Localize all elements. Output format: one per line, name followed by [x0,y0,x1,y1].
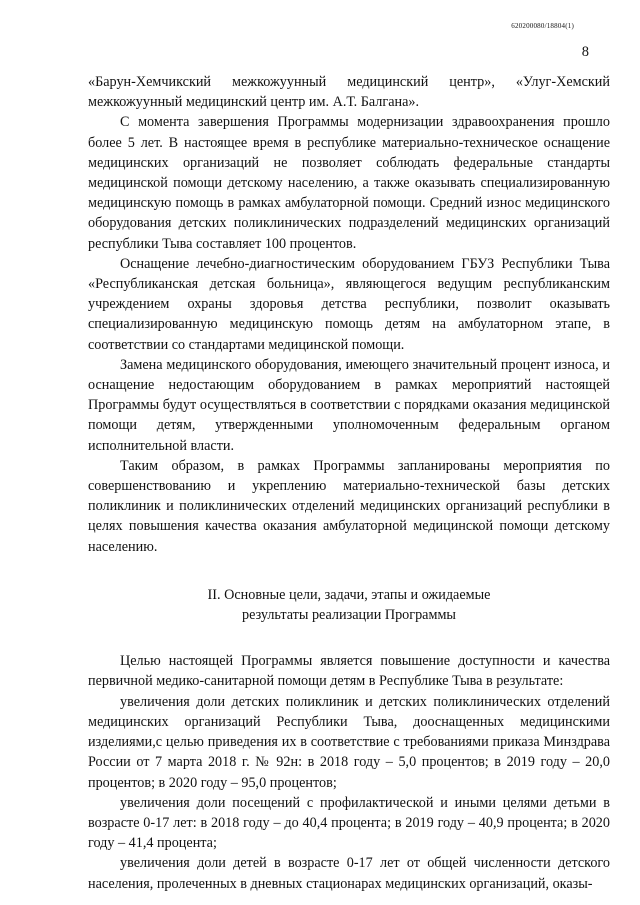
document-code: 620200080/18804(1) [511,22,574,30]
paragraph: Целью настоящей Программы является повышение доступности и качества первичной медико-санитарной помощи детям в Республике Тыва в результате: [88,653,610,690]
section-heading [88,585,610,625]
page-number: 8 [581,44,589,60]
paragraph-continuation: «Барун-Хемчикский межкожуунный медицинский центр», «Улуг-Хемский межкожуунный медицинский центр им. А.Т. Балгана». [88,74,610,111]
section-heading-line: II. Основные цели, задачи, этапы и ожидаемые [207,586,491,603]
section-heading-line: результаты реализации Программы [242,607,456,624]
paragraph: увеличения доли посещений с профилактической и иными целями детьми в возрасте 0-17 лет: в 2018 году – до 40,4 процента; в 2019 году – 40,9 процента; в 2020 году – 41,4 процента; [88,794,610,852]
paragraph: Оснащение лечебно-диагностическим оборудованием ГБУЗ Республики Тыва «Республиканская детская больница», являющегося ведущим республиканским учреждением охраны здоровья детства республики, позволит оказывать специализированную медицинскую помощь детям на амбулаторном этапе, в соответствии со стандартами медицинской помощи. [88,255,610,353]
paragraph: увеличения доли детских поликлиник и детских поликлинических отделений медицинских организаций Республики Тыва, дооснащенных медицинскими изделиями,с целью приведения их в соответствие с требованиями приказа Минздрава России от 7 марта 2018 г. № 92н: в 2018 году – 5,0 процентов; в 2019 году – 20,0 процентов; в 2020 году – 95,0 процентов; [88,693,610,791]
document-body [88,72,610,894]
paragraph: увеличения доли детей в возрасте 0-17 лет от общей численности детского населения, пролеченных в дневных стационарах медицинских организаций, оказы- [88,855,610,892]
paragraph: С момента завершения Программы модернизации здравоохранения прошло более 5 лет. В настоящее время в республике материально-техническое оснащение медицинских организаций не позволяет соблюдать федеральные стандарты медицинской помощи детскому населению, а также оказывать специализированную медицинскую помощь в рамках амбулаторной помощи. Средний износ медицинского оборудования детских поликлинических подразделений медицинских организаций республики Тыва составляет 100 процентов. [88,114,610,252]
paragraph: Замена медицинского оборудования, имеющего значительный процент износа, и оснащение недостающим оборудованием в рамках мероприятий настоящей Программы будут осуществляться в соответствии с порядками оказания медицинской помощи детям, утвержденными уполномоченным федеральным органом исполнительной власти. [88,356,610,454]
paragraph: Таким образом, в рамках Программы запланированы мероприятия по совершенствованию и укреплению материально-технической базы детских поликлиник и поликлинических отделений медицинских организаций республики в целях повышения качества оказания амбулаторной медицинской помощи детскому населению. [88,457,610,555]
